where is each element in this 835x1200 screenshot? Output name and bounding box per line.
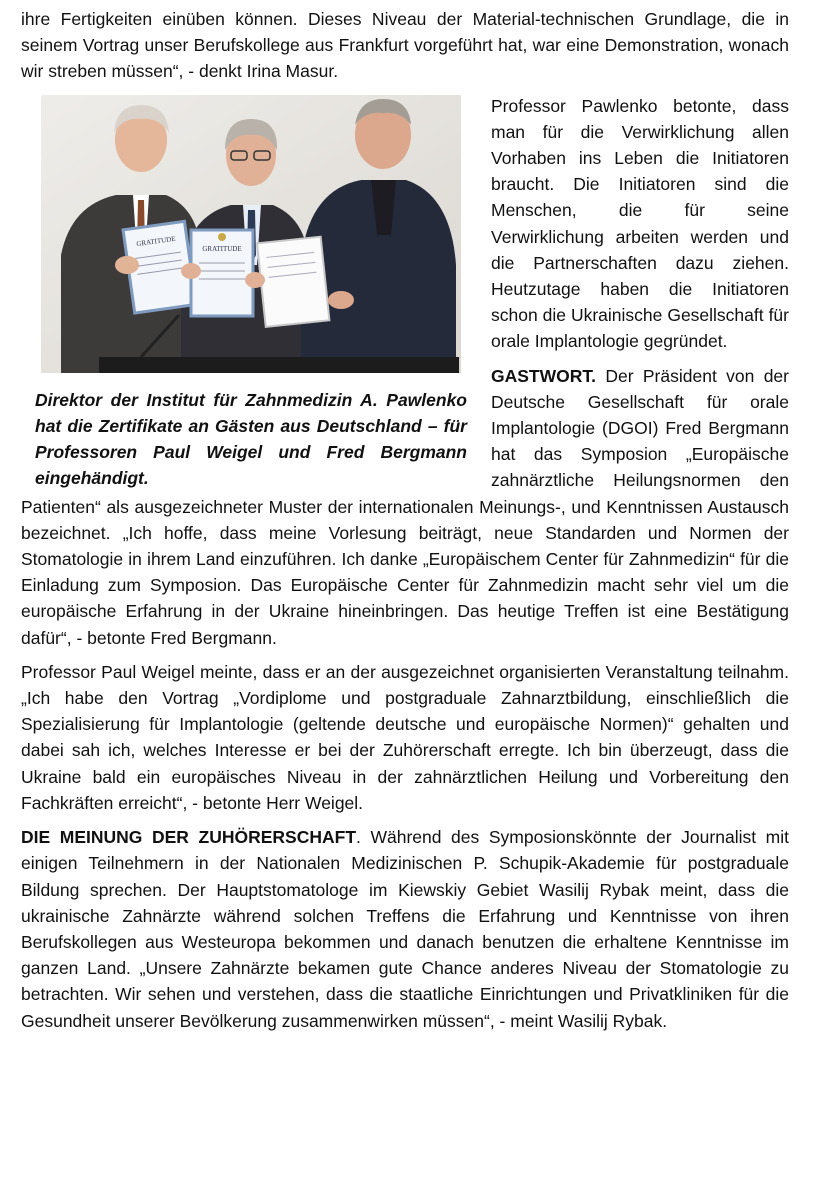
article [21,6,789,1034]
gastwort-heading: GASTWORT. [491,365,596,386]
paragraph-weigel: Professor Paul Weigel meinte, dass er an der ausgezeichnet organisierten Veranstaltung teilnahm. „Ich habe den Vortrag „Vordiplome und postgraduale Zahnarztbildung, einschließlich die Spezialisierung für Implantologie (geltende deutsche und europäische Normen)“ gehalten und dabei sah ich, welches Interesse er bei der Zuhörerschaft erregte. Ich bin überzeugt, dass die Ukraine bald ein europäisches Niveau in der zahnärztlichen Heilung und Vorbereitung den Fachkräften erreicht“, - betonte Herr Weigel. [21,661,789,813]
photo-figure [21,95,467,492]
intro-paragraph: ihre Fertigkeiten einüben können. Dieses Niveau der Material-technischen Grundlage, die in seinem Vortrag unser Berufskollege aus Frankfurt vorgeführt hat, war eine Demonstration, wonach wir streben müssen“, - denkt Irina Masur. [21,9,789,82]
photo-caption: Direktor der Institut für Zahnmedizin A. Pawlenko hat die Zertifikate an Gästen aus Deutschland – für Professoren Paul Weigel und Fred Bergmann eingehändigt. [35,389,467,489]
certificate-label-2: GRATITUDE [202,244,242,253]
meinung-heading: DIE MEINUNG DER ZUHÖRERSCHAFT [21,827,357,848]
group-photo [41,95,461,373]
paragraph-meinung [21,824,789,1034]
gastwort-text: Der Präsident von der Deutsche Gesellschaft für orale Implantologie (DGOI) Fred Bergmann hat das Symposion „Europäische zahnärztliche Heilungsnormen den Patienten“ als ausgezeichneter Muster der internationalen Meinungs-, und Kenntnissen Austausch bezeichnet. „Ich hoffe, dass meine Vorlesung beiträgt, neue Standarden und Normen der Stomatologie in ihrem Land einzuführen. Ich danke „Europäischem Center für Zahnmedizin“ für die Einladung zum Symposion. Das Europäische Center für Zahnmedizin macht sehr viel um die europäische Erfahrung in der Ukraine hineinbringen. Das heutige Treffen ist eine Bestätigung dafür“, - betonte Fred Bergmann. [21,365,789,648]
certificate-label-1: GRATITUDE [135,234,176,248]
paragraph-pawlenko: Professor Pawlenko betonte, dass man für die Verwirklichung allen Vorhaben ins Leben die Initiatoren braucht. Die Initiatoren sind die Menschen, die für seine Verwirklichung arbeiten werden und die Partnerschaften dazu ziehen. Heutzutage haben die Initiatoren schon die Ukrainische Gesellschaft für orale Implantologie gegründet. [491,95,789,352]
meinung-text: . Während des Symposionskönnte der Journalist mit einigen Teilnehmern in der Nationalen Medizinischen P. Schupik-Akademie für postgraduale Bildung sprechen. Der Hauptstomatologe im Kiewskiy Gebiet Wasilij Rybak meint, dass die ukrainische Zahnärzte während solchen Treffens die Erfahrung und Kenntnisse von ihren Berufskollegen aus Westeuropa bekommen und danach benutzen die erhaltene Kenntnisse im ganzen Land. „Unsere Zahnärzte bekamen gute Chance anderes Niveau der Stomatologie zu betrachten. Wir sehen und verstehen, dass die staatliche Einrichtungen und Privatkliniken für die Gesundheit unserer Bevölkerung zusammenwirken müssen“, - meint Wasilij Rybak. [21,827,789,1031]
